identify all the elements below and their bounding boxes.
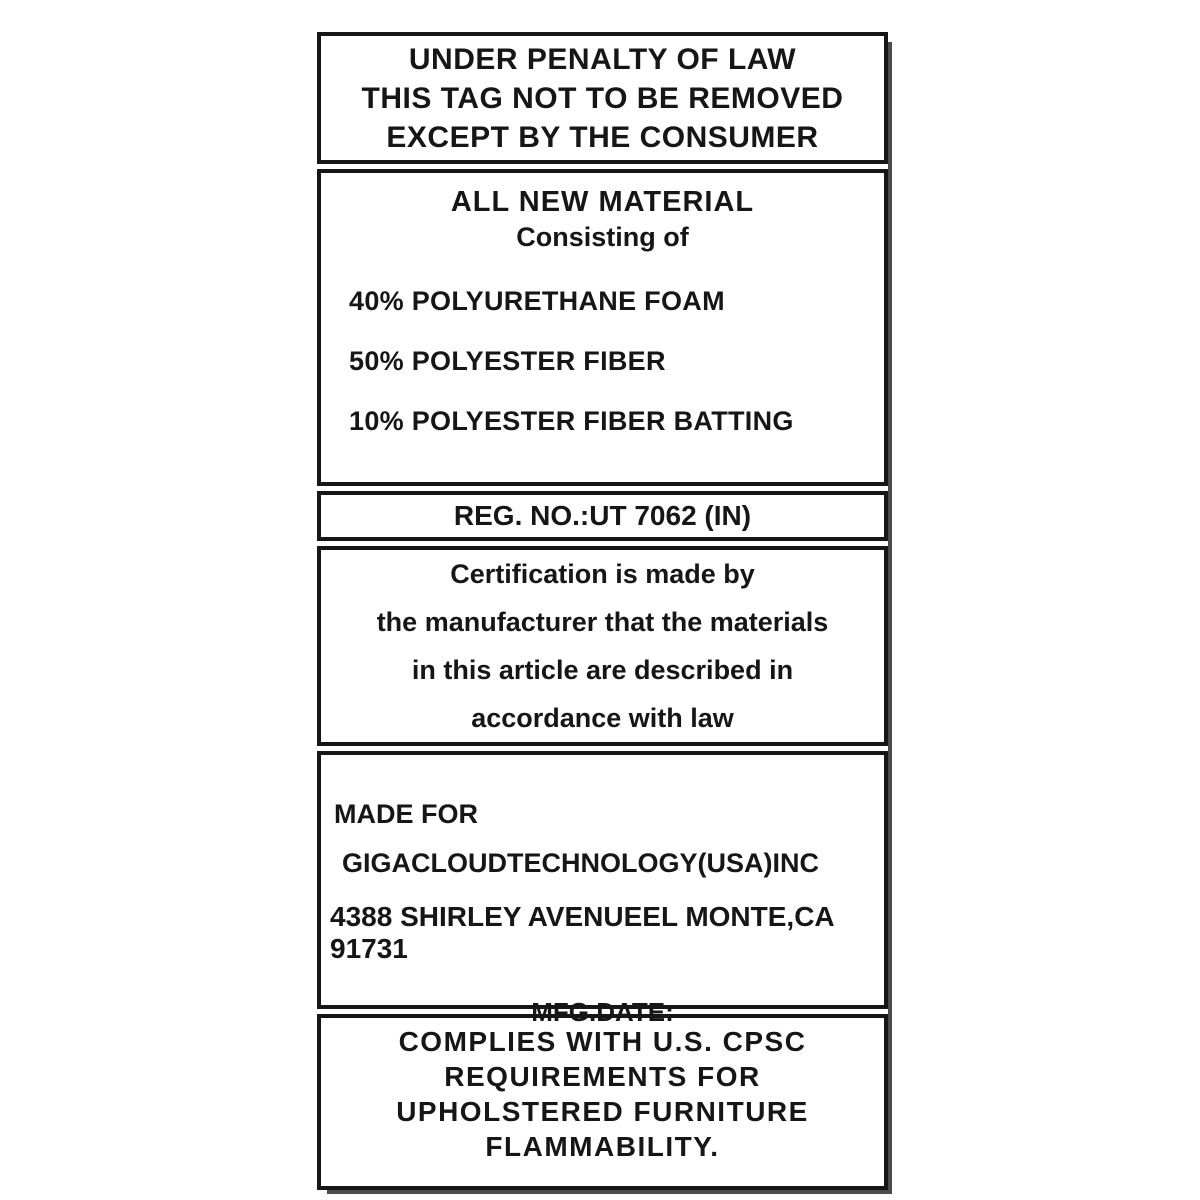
- materials-section: [317, 169, 888, 486]
- certification-line: accordance with law: [471, 703, 734, 733]
- law-label: [317, 32, 888, 1190]
- made-for-label: MADE FOR: [334, 799, 478, 829]
- company-address: 4388 SHIRLEY AVENUEEL MONTE,CA 91731: [330, 901, 834, 964]
- certification-line: Certification is made by: [450, 559, 755, 589]
- material-item: 10% POLYESTER FIBER BATTING: [349, 406, 794, 436]
- certification-section: [317, 546, 888, 746]
- compliance-line: FLAMMABILITY.: [485, 1131, 720, 1162]
- materials-list: [321, 287, 884, 435]
- penalty-header-section: [317, 32, 888, 164]
- certification-line: the manufacturer that the materials: [376, 607, 829, 637]
- penalty-header-line: THIS TAG NOT TO BE REMOVED: [361, 81, 844, 115]
- penalty-header-line: UNDER PENALTY OF LAW: [408, 42, 797, 76]
- reg-no-section: [317, 491, 888, 541]
- compliance-line: UPHOLSTERED FURNITURE: [396, 1096, 809, 1127]
- mfg-date-label: MFG.DATE:: [531, 997, 674, 1027]
- materials-title: ALL NEW MATERIAL: [450, 186, 755, 218]
- compliance-section: [317, 1014, 888, 1190]
- materials-subtitle: Consisting of: [516, 222, 689, 252]
- company-name: GIGACLOUDTECHNOLOGY(USA)INC: [342, 848, 819, 878]
- material-item: 50% POLYESTER FIBER: [349, 346, 666, 376]
- material-item: 40% POLYURETHANE FOAM: [349, 286, 725, 316]
- compliance-line: REQUIREMENTS FOR: [444, 1061, 761, 1092]
- certification-line: in this article are described in: [411, 655, 794, 685]
- reg-no-text: REG. NO.:UT 7062 (IN): [453, 500, 752, 531]
- compliance-line: COMPLIES WITH U.S. CPSC: [398, 1026, 807, 1057]
- made-for-section: [317, 751, 888, 1027]
- penalty-header-line: EXCEPT BY THE CONSUMER: [386, 120, 819, 154]
